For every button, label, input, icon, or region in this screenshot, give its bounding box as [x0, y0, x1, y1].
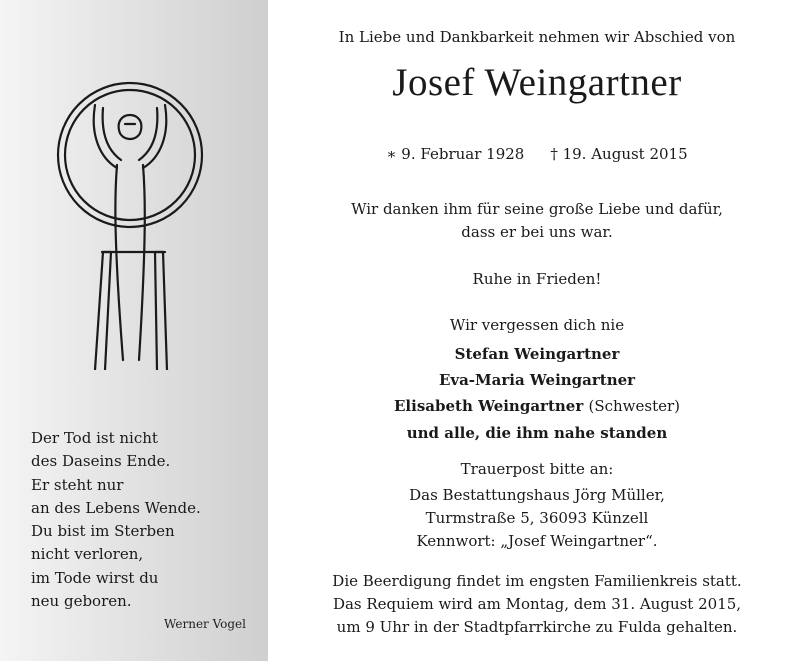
- condolence-line: Das Bestattungshaus Jörg Müller,: [409, 486, 665, 504]
- thanks-line: dass er bei uns war.: [461, 223, 613, 241]
- intro-text: In Liebe und Dankbarkeit nehmen wir Abschied von: [338, 28, 736, 46]
- family-member: [288, 397, 786, 415]
- poem: [31, 427, 201, 613]
- obituary-main: [288, 0, 786, 661]
- thanks-line: Wir danken ihm für seine große Liebe und dafür,: [351, 200, 723, 218]
- family-member: [288, 371, 786, 389]
- funeral-line: Das Requiem wird am Montag, dem 31. August 2015,: [332, 595, 742, 613]
- funeral-line: um 9 Uhr in der Stadtpfarrkirche zu Fulda gehalten.: [336, 618, 738, 636]
- poem-line: an des Lebens Wende.: [31, 498, 201, 517]
- death-date: † 19. August 2015: [550, 145, 688, 163]
- sidebar-panel: [0, 0, 268, 661]
- poem-line: des Daseins Ende.: [31, 452, 171, 471]
- deceased-name: Josef Weingartner: [392, 61, 682, 104]
- rip-text: Ruhe in Frieden!: [472, 270, 602, 288]
- family-relation: (Schwester): [588, 397, 680, 415]
- poem-line: Er steht nur: [31, 475, 124, 494]
- condolence-line: Trauerpost bitte an:: [460, 460, 614, 478]
- poem-line: neu geboren.: [31, 592, 132, 611]
- birth-date: ∗ 9. Februar 1928: [386, 145, 525, 163]
- poem-author: Werner Vogel: [164, 617, 246, 631]
- family-member-name: Eva-Maria Weingartner: [438, 371, 636, 389]
- risen-christ-icon: [55, 80, 205, 370]
- family-member-name: Elisabeth Weingartner: [393, 397, 584, 415]
- poem-line: Der Tod ist nicht: [31, 429, 158, 447]
- poem-line: Du bist im Sterben: [31, 522, 175, 541]
- family-member: [288, 424, 786, 442]
- family-member-name: Stefan Weingartner: [454, 345, 620, 363]
- poem-line: nicht verloren,: [31, 545, 144, 564]
- family-member-name: und alle, die ihm nahe standen: [406, 424, 668, 442]
- condolence-line: Turmstraße 5, 36093 Künzell: [425, 509, 649, 527]
- life-dates: [288, 145, 786, 163]
- family-member: [288, 345, 786, 363]
- condolence-line: Kennwort: „Josef Weingartner“.: [416, 532, 658, 550]
- forget-text: Wir vergessen dich nie: [449, 316, 625, 334]
- funeral-line: Die Beerdigung findet im engsten Familienkreis statt.: [332, 572, 742, 590]
- poem-line: im Tode wirst du: [31, 568, 159, 587]
